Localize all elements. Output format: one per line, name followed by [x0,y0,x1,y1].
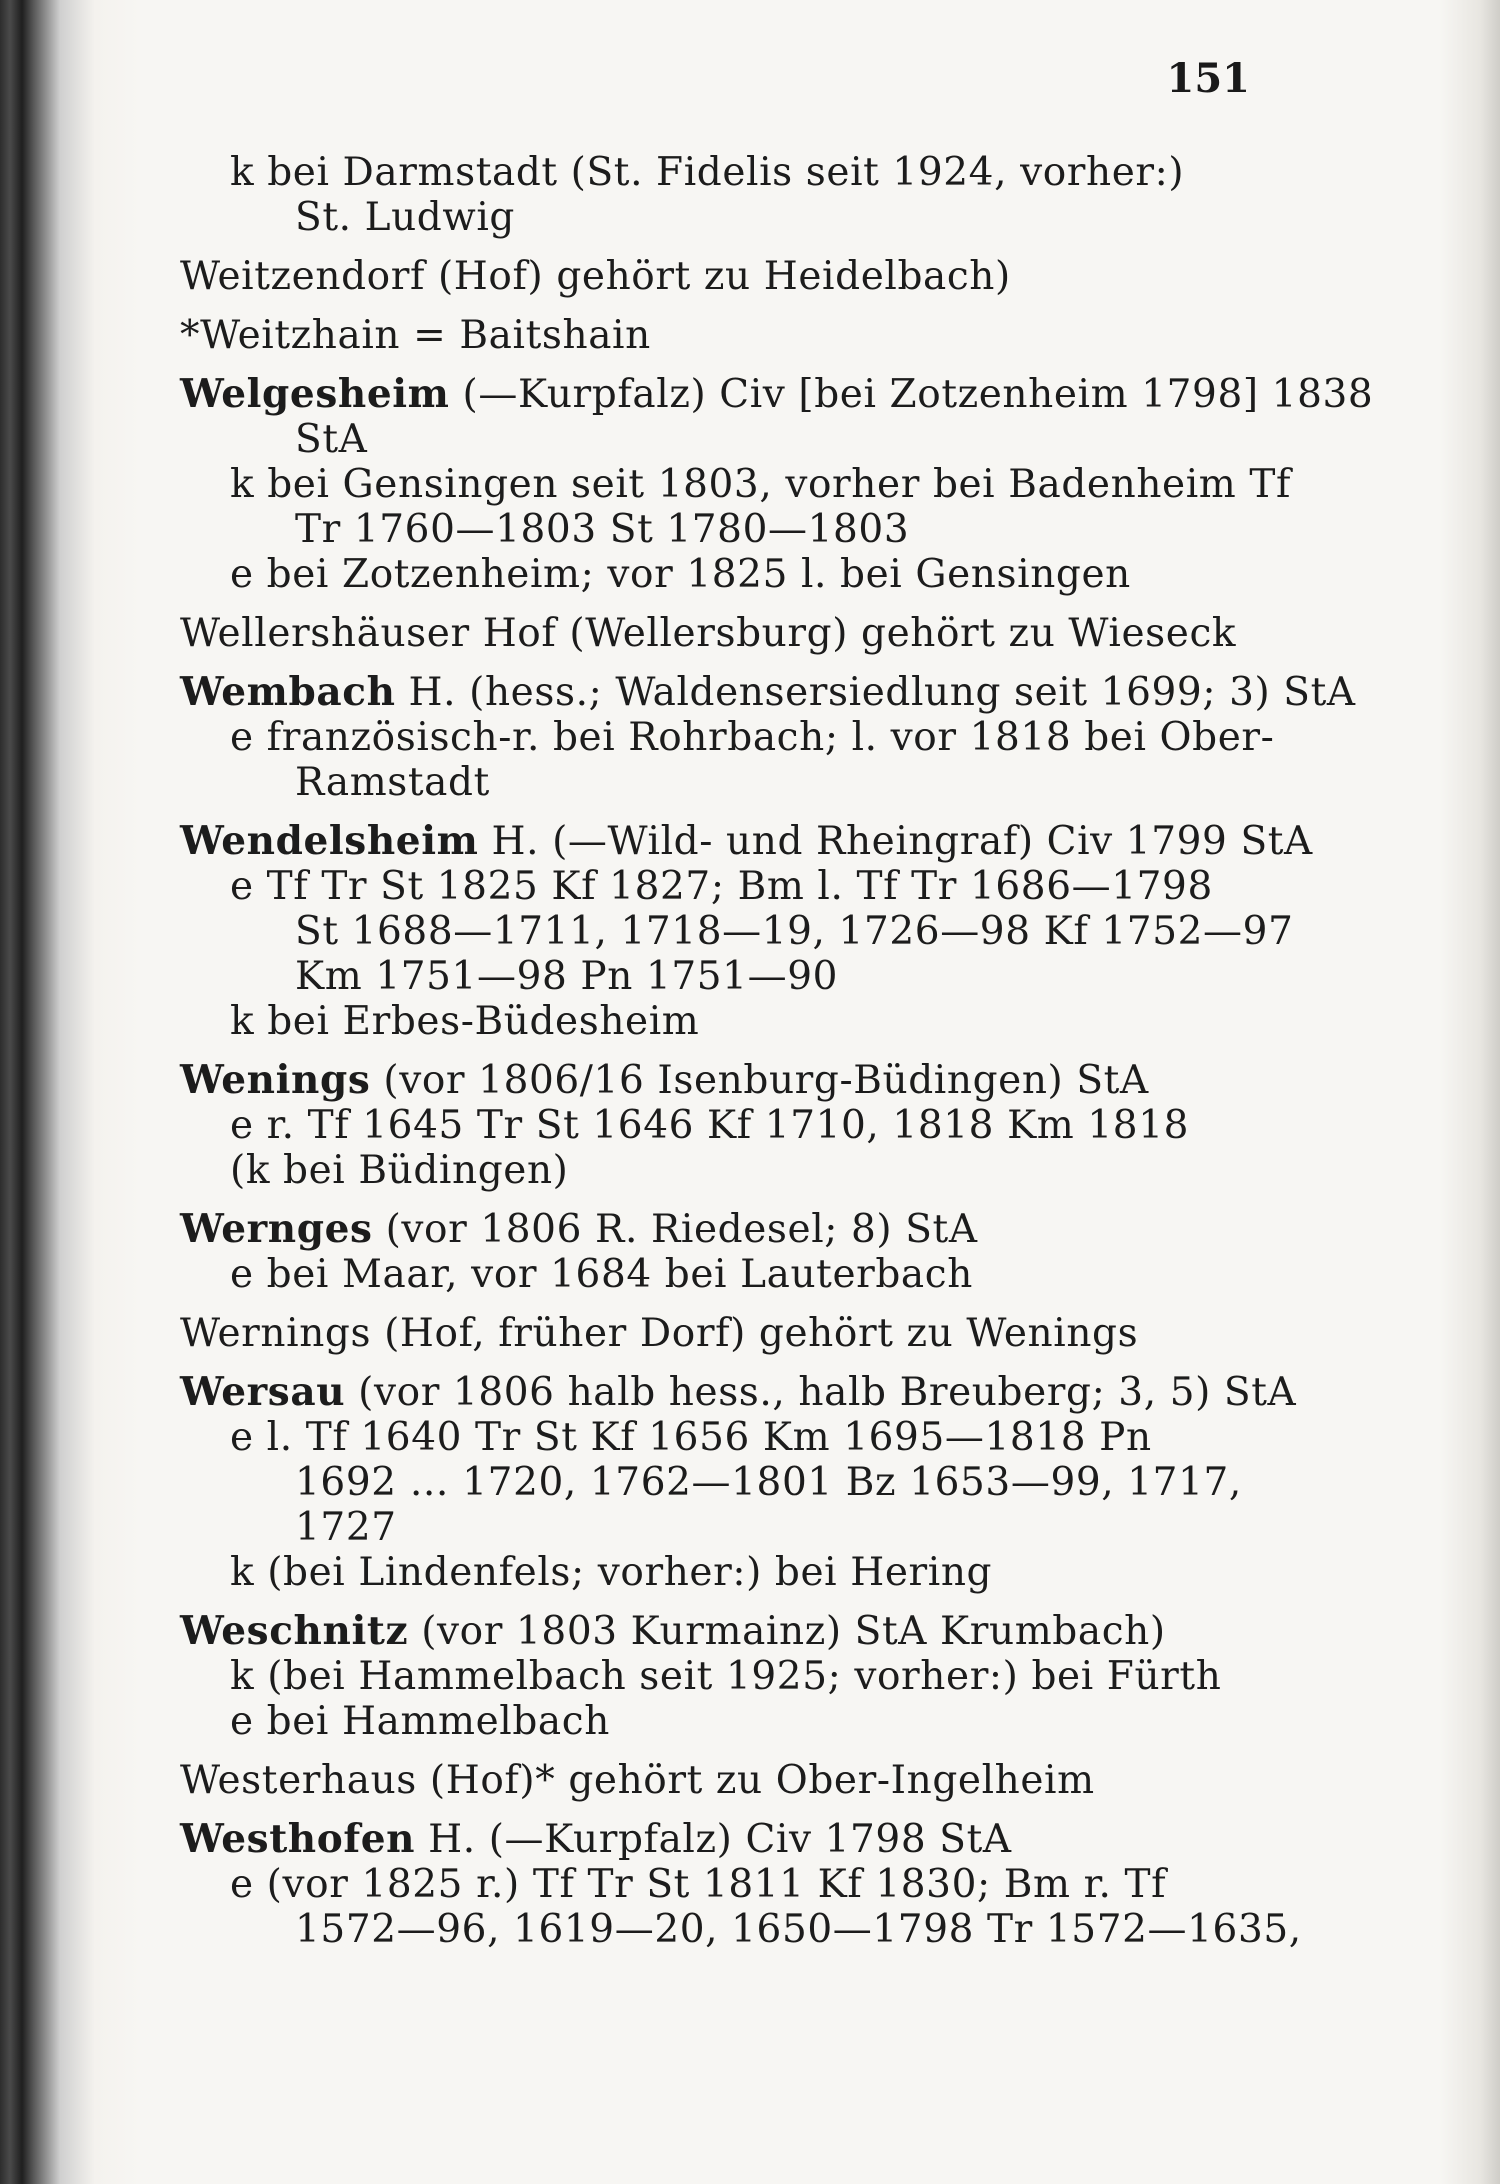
page-number: 151 [1166,55,1250,102]
entry-text: (vor 1806 halb hess., halb Breuberg; 3, 5) StA [345,1370,1297,1415]
entry-text: e (vor 1825 r.) Tf Tr St 1811 Kf 1830; Bm r. Tf [230,1862,1167,1907]
entry-line [180,371,1374,417]
entry-text: Wellershäuser Hof (Wellersburg) gehört zu Wieseck [180,611,1237,656]
entry-text: St. Ludwig [295,195,515,240]
entry-line [180,1252,1250,1297]
entry-line [180,1369,1297,1415]
entry-text: (vor 1806/16 Isenburg-Büdingen) StA [370,1058,1149,1103]
entry-text: St 1688—1711, 1718—19, 1726—98 Kf 1752—97 [295,909,1294,954]
entry-line [180,715,1275,760]
entry-headword: Wenings [180,1057,371,1103]
entry-text: Km 1751—98 Pn 1751—90 [295,954,839,999]
entry-line [180,1862,1250,1907]
entry-line [180,1699,1250,1744]
entry-line [180,507,1250,552]
entry-line [180,462,1292,507]
entry-line [180,1654,1250,1699]
gazetteer-entry [180,1609,1250,1744]
entry-text: 1572—96, 1619—20, 1650—1798 Tr 1572—1635, [295,1907,1302,1952]
entry-line [180,611,1250,656]
entry-text: e l. Tf 1640 Tr St Kf 1656 Km 1695—1818 Pn [230,1415,1152,1460]
entry-text: Wernings (Hof, früher Dorf) gehört zu Wenings [180,1311,1139,1356]
entry-line [180,999,1250,1044]
entry-headword: Weschnitz [180,1608,409,1654]
entry-line [180,669,1356,715]
entry-text: e bei Maar, vor 1684 bei Lauterbach [230,1252,973,1297]
entry-text: H. (hess.; Waldensersiedlung seit 1699; 3) StA [395,670,1356,715]
entry-line [180,1311,1250,1356]
entry-text: Westerhaus (Hof)* gehört zu Ober-Ingelheim [180,1758,1095,1803]
entry-headword: Wendelsheim [180,818,479,864]
entry-text: (k bei Büdingen) [230,1148,569,1193]
entry-line [180,760,1250,805]
entry-text: H. (—Wild- und Rheingraf) Civ 1799 StA [478,819,1313,864]
entry-line [180,1207,1250,1252]
entry-text: k bei Gensingen seit 1803, vorher bei Badenheim Tf [230,462,1292,507]
gazetteer-entry [180,1311,1250,1356]
entry-line [180,1415,1250,1460]
entry-line [180,313,1250,358]
entry-line [180,1103,1250,1148]
entry-headword: Westhofen [180,1816,416,1862]
gazetteer-entry [180,611,1250,656]
entry-text: (vor 1803 Kurmainz) StA Krumbach) [408,1609,1166,1654]
entry-headword: Wembach [180,669,396,715]
entry-line [180,254,1250,299]
gazetteer-entry [180,818,1313,1044]
entry-line [180,150,1250,195]
entry-text: Ramstadt [295,760,490,805]
entry-text: e Tf Tr St 1825 Kf 1827; Bm l. Tf Tr 1686—1798 [230,864,1213,909]
gazetteer-entry [180,371,1374,597]
entry-text: e bei Zotzenheim; vor 1825 l. bei Gensingen [230,552,1131,597]
entry-text: k (bei Lindenfels; vorher:) bei Hering [230,1550,993,1595]
gazetteer-entry [180,1758,1250,1803]
entry-text: e französisch-r. bei Rohrbach; l. vor 1818 bei Ober- [230,715,1275,760]
entry-line [180,1907,1302,1952]
entry-line [180,1817,1250,1862]
entry-headword: Wersau [180,1369,346,1415]
entry-line [180,417,1250,462]
entry-text: 1692 … 1720, 1762—1801 Bz 1653—99, 1717, [295,1460,1242,1505]
entry-line [180,1460,1250,1505]
entry-line [180,1058,1250,1103]
entry-text: k bei Darmstadt (St. Fidelis seit 1924, vorher:) [230,150,1185,195]
entry-text: (vor 1806 R. Riedesel; 8) StA [372,1207,978,1252]
entry-text: 1727 [295,1505,397,1550]
entry-line [180,552,1250,597]
entry-headword: Wernges [180,1206,373,1252]
entry-text: Tr 1760—1803 St 1780—1803 [295,507,910,552]
entry-line [180,1550,1250,1595]
entry-text: Weitzendorf (Hof) gehört zu Heidelbach) [180,254,1011,299]
gazetteer-entry [180,669,1356,805]
gazetteer-entry [180,1816,1302,1952]
gazetteer-entry [180,254,1250,299]
gazetteer-text-block [180,150,1374,1966]
gazetteer-entry [180,150,1250,240]
entry-line [180,1148,1250,1193]
entry-line [180,864,1250,909]
entry-headword: Welgesheim [180,371,450,417]
entry-text: (—Kurpfalz) Civ [bei Zotzenheim 1798] 1838 [449,372,1374,417]
entry-line [180,1505,1250,1550]
entry-text: k bei Erbes-Büdesheim [230,999,700,1044]
entry-text: StA [295,417,368,462]
entry-line [180,954,1250,999]
entry-line [180,1758,1250,1803]
entry-text: k (bei Hammelbach seit 1925; vorher:) bei Fürth [230,1654,1222,1699]
gazetteer-entry [180,1207,1250,1297]
entry-line [180,818,1313,864]
gazetteer-entry [180,1058,1250,1193]
gazetteer-entry [180,313,1250,358]
entry-line [180,1609,1250,1654]
entry-text: H. (—Kurpfalz) Civ 1798 StA [415,1817,1012,1862]
entry-line [180,195,1250,240]
entry-text: e bei Hammelbach [230,1699,610,1744]
entry-text: *Weitzhain = Baitshain [180,313,651,358]
entry-line [180,909,1294,954]
entry-text: e r. Tf 1645 Tr St 1646 Kf 1710, 1818 Km 1818 [230,1103,1190,1148]
gazetteer-entry [180,1369,1297,1595]
